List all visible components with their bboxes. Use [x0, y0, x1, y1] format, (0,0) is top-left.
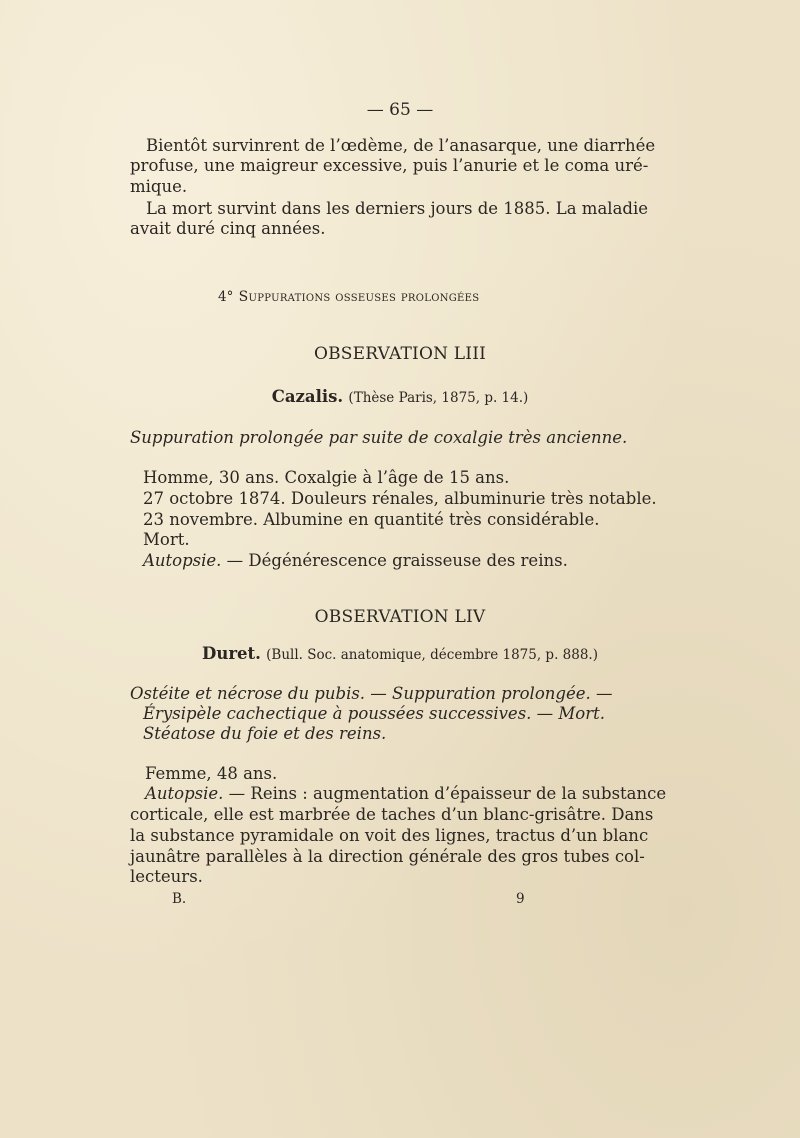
section-heading [218, 286, 479, 307]
observation-53-line-2: 27 octobre 1874. Douleurs rénales, albuminurie très notable. [143, 489, 657, 508]
page-number: — 65 — [366, 100, 434, 120]
observation-53-subtitle: Suppuration prolongée par suite de coxalgie très ancienne. [130, 428, 628, 447]
signature-mark: B. [172, 891, 187, 907]
observation-53-heading: OBSERVATION LIII [313, 344, 487, 364]
observation-53-line-3: 23 novembre. Albumine en quantité très considérable. [143, 510, 600, 529]
observation-53-line-1: Homme, 30 ans. Coxalgie à l’âge de 15 ans. [143, 468, 510, 487]
observation-53-citation [0, 387, 800, 408]
observation-54-autopsy-label: Autopsie. [145, 784, 224, 803]
observation-53-reference: (Thèse Paris, 1875, p. 14.) [348, 390, 529, 406]
observation-54-patient: Femme, 48 ans. [145, 764, 278, 783]
observation-54-subtitle-line-2: Érysipèle cachectique à poussées successives. — Mort. [143, 704, 605, 723]
observation-53-autopsy [143, 551, 568, 571]
observation-54-subtitle-line-3: Stéatose du foie et des reins. [143, 724, 387, 743]
observation-53-author: Cazalis. [271, 387, 344, 406]
observation-54-reference: (Bull. Soc. anatomique, décembre 1875, p. 888.) [266, 647, 598, 663]
observation-53-autopsy-text: — Dégénérescence graisseuse des reins. [221, 551, 568, 570]
observation-54-heading: OBSERVATION LIV [314, 607, 486, 627]
intro-line-5: avait duré cinq années. [130, 219, 326, 238]
sheet-number: 9 [516, 891, 525, 907]
observation-54-line-2: corticale, elle est marbrée de taches d’un blanc-grisâtre. Dans [130, 805, 654, 824]
observation-53-line-4: Mort. [143, 530, 190, 549]
observation-54-author: Duret. [202, 644, 261, 663]
intro-line-1: Bientôt survinrent de l’œdème, de l’anasarque, une diarrhée [146, 136, 656, 155]
intro-line-3: mique. [130, 177, 188, 196]
observation-54-line-3: la substance pyramidale on voit des lignes, tractus d’un blanc [130, 826, 649, 845]
observation-54-autopsy [145, 784, 667, 804]
observation-54-line-5: lecteurs. [130, 867, 203, 886]
intro-line-2: profuse, une maigreur excessive, puis l’anurie et le coma uré- [130, 156, 649, 175]
observation-54-citation [0, 644, 800, 665]
intro-line-4: La mort survint dans les derniers jours de 1885. La maladie [146, 199, 649, 218]
observation-54-line-4: jaunâtre parallèles à la direction générale des gros tubes col- [130, 847, 645, 866]
observation-53-autopsy-label: Autopsie. [143, 551, 222, 570]
section-title: Suppurations osseuses prolongées [238, 289, 480, 305]
observation-54-subtitle-line-1: Ostéite et nécrose du pubis. — Suppuration prolongée. — [130, 684, 613, 703]
section-number: 4° [218, 289, 234, 305]
observation-54-autopsy-first-line: — Reins : augmentation d’épaisseur de la substance [223, 784, 667, 803]
